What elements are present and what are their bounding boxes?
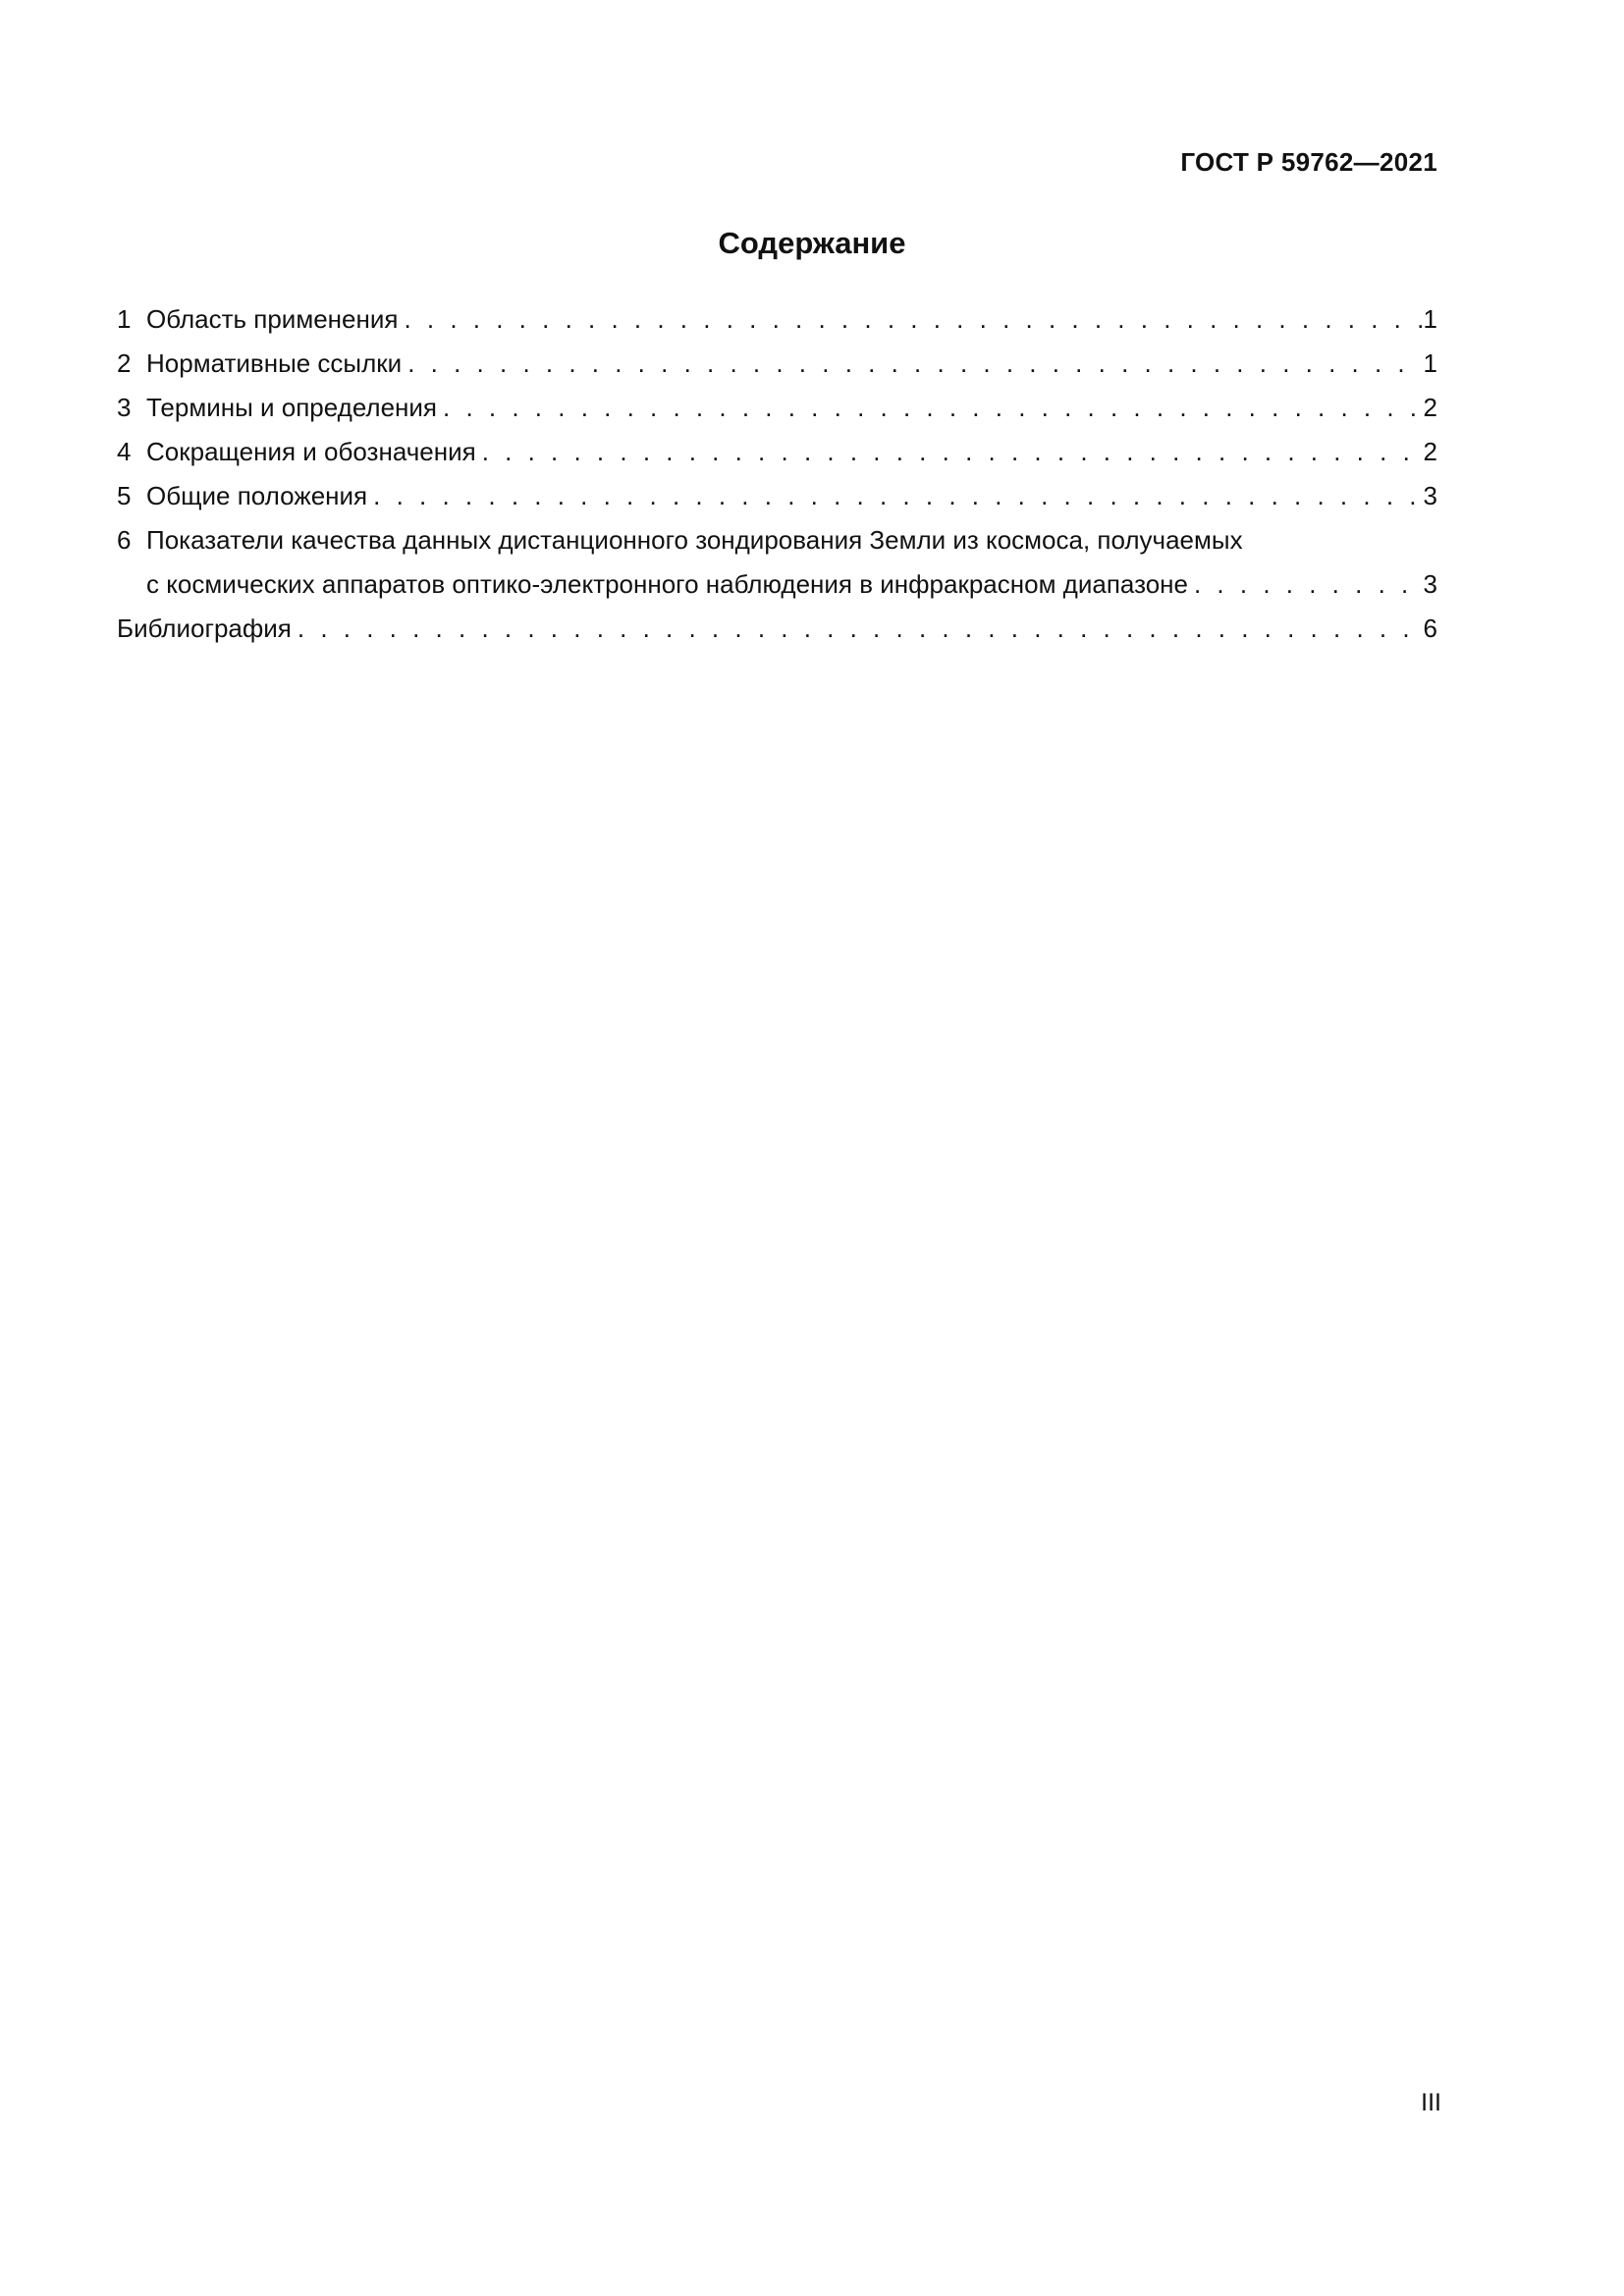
toc-entry-title: Показатели качества данных дистанционного зондирования Земли из космоса, получаемых [146, 525, 1243, 555]
toc-entry-title: Область применения [146, 304, 399, 334]
toc-entry-title: Библиография [117, 614, 292, 643]
toc-entry-page: 2 [1423, 437, 1437, 466]
toc-leader-dots [404, 297, 1421, 342]
toc-entry-page: 6 [1423, 614, 1437, 643]
toc-entry-bibliography[interactable] [117, 607, 1437, 651]
toc-entry-number: 3 [117, 393, 132, 422]
toc-entry-page: 3 [1423, 481, 1437, 510]
toc-leader-dots [482, 430, 1422, 474]
toc-entry-number: 1 [117, 304, 132, 334]
toc-leader-dots [373, 474, 1421, 518]
toc-entry-title-continued: с космических аппаратов оптико-электронного наблюдения в инфракрасном диапазоне [146, 569, 1188, 599]
toc-entry-4[interactable] [117, 430, 1437, 474]
toc-entry-5[interactable] [117, 474, 1437, 518]
toc-leader-dots [1194, 562, 1422, 607]
toc-entry-title: Общие положения [146, 481, 368, 510]
toc-entry-page: 3 [1423, 569, 1437, 599]
toc-entry-2[interactable] [117, 342, 1437, 386]
toc-entry-title: Термины и определения [146, 393, 438, 422]
toc-entry-6[interactable] [117, 518, 1437, 562]
toc-leader-dots [407, 342, 1421, 386]
toc-entry-title: Нормативные ссылки [146, 348, 403, 378]
toc-entry-page: 1 [1423, 348, 1437, 378]
toc-entry-3[interactable] [117, 386, 1437, 430]
toc-title: Содержание [718, 226, 906, 260]
toc-entry-6-continued[interactable] [117, 562, 1437, 607]
table-of-contents [117, 297, 1437, 651]
toc-entry-number: 4 [117, 437, 132, 466]
toc-entry-title: Сокращения и обозначения [146, 437, 476, 466]
document-code: ГОСТ Р 59762—2021 [1180, 147, 1437, 177]
toc-entry-page: 2 [1423, 393, 1437, 422]
toc-leader-dots [443, 386, 1422, 430]
toc-entry-page: 1 [1423, 304, 1437, 334]
toc-leader-dots [298, 607, 1422, 651]
toc-entry-number: 6 [117, 525, 132, 555]
page-number: III [1421, 2089, 1441, 2116]
toc-entry-number: 5 [117, 481, 132, 510]
toc-entry-1[interactable] [117, 297, 1437, 342]
toc-entry-number: 2 [117, 348, 132, 378]
